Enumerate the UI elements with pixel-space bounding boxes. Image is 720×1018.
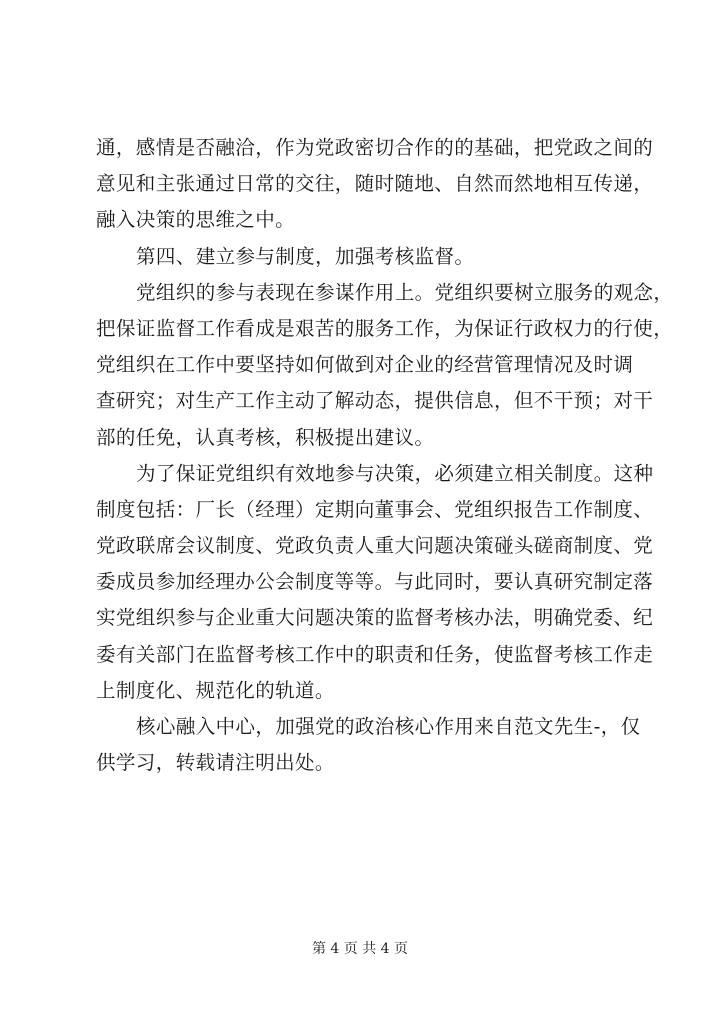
- text-line: 上制度化、规范化的轨道。: [96, 678, 335, 702]
- text-line: 意见和主张通过日常的交往，随时随地、自然而然地相互传递，: [96, 172, 654, 196]
- page-footer: 第 4 页 共 4 页: [311, 941, 409, 957]
- paragraph-start-line: 核心融入中心，加强党的政治核心作用来自范文先生-，仅: [136, 715, 641, 738]
- text-line: 委有关部门在监督考核工作中的职责和任务，使监督考核工作走: [96, 642, 654, 666]
- text-line: 实党组织参与企业重大问题决策的监督考核办法，明确党委、纪: [96, 606, 654, 630]
- section-heading: 第四、建立参与制度，加强考核监督。: [136, 244, 475, 268]
- text-line: 部的任免，认真考核，积极提出建议。: [96, 425, 435, 449]
- text-line: 查研究；对生产工作主动了解动态，提供信息，但不干预；对干: [96, 389, 654, 413]
- text-line: 通，感情是否融洽，作为党政密切合作的的基础，把党政之间的: [96, 136, 654, 159]
- text-line: 委成员参加经理办公会制度等等。与此同时，要认真研究制定落: [96, 570, 654, 594]
- text-line: 制度包括：厂长（经理）定期向董事会、党组织报告工作制度、: [96, 497, 654, 521]
- text-line: 把保证监督工作看成是艰苦的服务工作，为保证行政权力的行使，: [96, 316, 674, 340]
- text-line: 融入决策的思维之中。: [96, 208, 296, 232]
- text-line: 供学习，转载请注明出处。: [96, 751, 335, 775]
- document-body: [96, 130, 674, 781]
- paragraph-start-line: 党组织的参与表现在参谋作用上。党组织要树立服务的观念，: [136, 280, 674, 304]
- paragraph-start-line: 为了保证党组织有效地参与决策，必须建立相关制度。这种: [136, 461, 654, 485]
- text-line: 党政联席会议制度、党政负责人重大问题决策碰头磋商制度、党: [96, 534, 654, 558]
- text-line: 党组织在工作中要坚持如何做到对企业的经营管理情况及时调: [96, 353, 634, 377]
